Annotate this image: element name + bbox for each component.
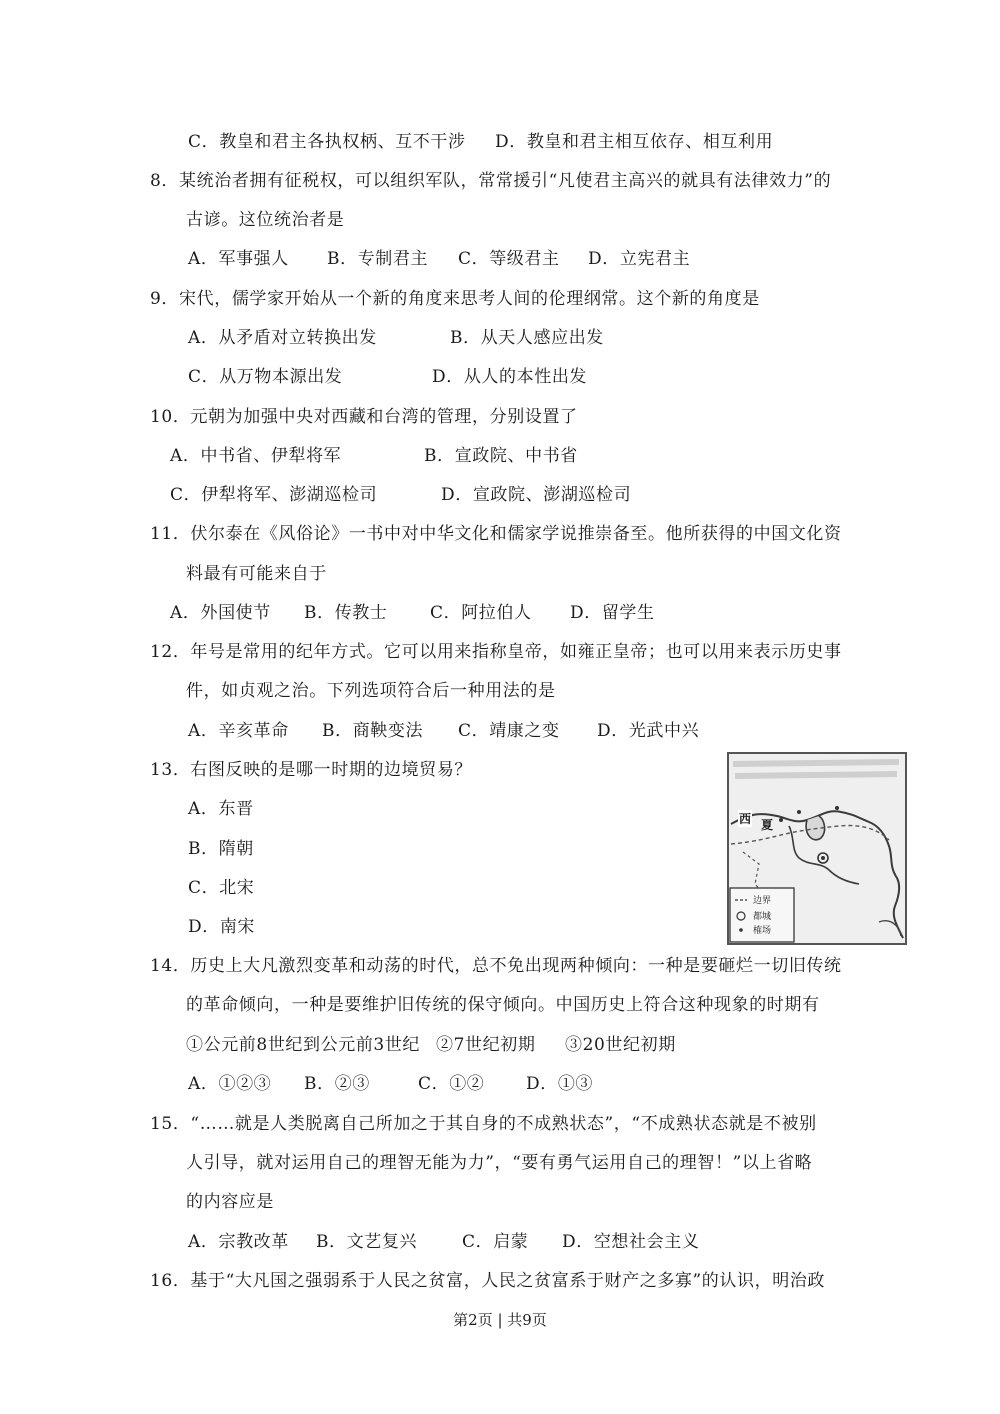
q13-stem-line1: 13．右图反映的是哪一时期的边境贸易？ [150, 760, 473, 780]
q8-stem-line2: 古谚。这位统治者是 [186, 210, 345, 230]
map-label-xi: 西 [739, 812, 752, 826]
q13-option-b: B．隋朝 [188, 839, 254, 859]
q12-stem-line2: 件，如贞观之治。下列选项符合后一种用法的是 [186, 681, 556, 701]
q11-stem-line2: 料最有可能来自于 [186, 564, 327, 584]
q15-option-d: D．空想社会主义 [562, 1232, 700, 1252]
q12-option-a: A．辛亥革命 [188, 721, 289, 741]
q10-option-c: C．伊犁将军、澎湖巡检司 [170, 485, 378, 505]
q8-option-c: C．等级君主 [458, 249, 560, 269]
q12-option-b: B．商鞅变法 [322, 721, 424, 741]
q15-stem-line2: 人引导，就对运用自己的理智无能为力”，“要有勇气运用自己的理智！”以上省略 [186, 1153, 813, 1173]
map-label-xia: 夏 [761, 818, 774, 832]
page-footer: 第2页 | 共9页 [453, 1311, 547, 1329]
q10-stem-line1: 10．元朝为加强中央对西藏和台湾的管理，分别设置了 [150, 407, 578, 427]
q11-option-d: D．留学生 [570, 603, 655, 623]
q10-option-d: D．宣政院、澎湖巡检司 [441, 485, 632, 505]
q14-item-3: ③20世纪初期 [565, 1035, 676, 1055]
q9-option-b: B．从天人感应出发 [450, 328, 604, 348]
q14-stem-line1: 14．历史上大凡激烈变革和动荡的时代，总不免出现两种倾向：一种是要砸烂一切旧传统 [150, 956, 842, 976]
q8-option-d: D．立宪君主 [588, 249, 691, 269]
q14-stem-line2: 的革命倾向，一种是要维护旧传统的保守倾向。中国历史上符合这种现象的时期有 [186, 995, 820, 1015]
q15-option-c: C．启蒙 [462, 1232, 529, 1252]
q13-option-d: D．南宋 [188, 917, 256, 937]
q10-option-b: B．宣政院、中书省 [424, 446, 578, 466]
q15-stem-line3: 的内容应是 [186, 1192, 274, 1212]
q14-item-2: ②7世纪初期 [436, 1035, 536, 1055]
q7-option-c: C．教皇和君主各执权柄、互不干涉 [188, 132, 466, 152]
q8-option-a: A．军事强人 [188, 249, 289, 269]
map-legend-border: 边界 [753, 896, 772, 906]
q12-option-d: D．光武中兴 [597, 721, 700, 741]
q15-option-a: A．宗教改革 [188, 1232, 289, 1252]
q12-stem-line1: 12．年号是常用的纪年方式。它可以用来指称皇帝，如雍正皇帝；也可以用来表示历史事 [150, 642, 842, 662]
q9-option-a: A．从矛盾对立转换出发 [188, 328, 377, 348]
q11-option-a: A．外国使节 [170, 603, 271, 623]
q8-stem-line1: 8．某统治者拥有征税权，可以组织军队，常常援引“凡使君主高兴的就具有法律效力”的 [150, 171, 832, 191]
q12-option-c: C．靖康之变 [458, 721, 560, 741]
q13-option-c: C．北宋 [188, 878, 255, 898]
q15-option-b: B．文艺复兴 [316, 1232, 418, 1252]
q10-option-a: A．中书省、伊犁将军 [170, 446, 342, 466]
q14-option-a: A．①②③ [188, 1074, 272, 1094]
q11-stem-line1: 11．伏尔泰在《风俗论》一书中对中华文化和儒家学说推崇备至。他所获得的中国文化资 [150, 524, 842, 544]
q11-option-b: B．传教士 [304, 603, 388, 623]
q14-option-b: B．②③ [304, 1074, 370, 1094]
q15-stem-line1: 15．“……就是人类脱离自己所加之于其自身的不成熟状态”，“不成熟状态就是不被别 [150, 1114, 817, 1134]
q11-option-c: C．阿拉伯人 [430, 603, 532, 623]
border-trade-map [727, 752, 907, 945]
map-legend-capital: 都城 [753, 912, 772, 922]
q14-option-c: C．①② [418, 1074, 485, 1094]
q14-item-1: ①公元前8世纪到公元前3世纪 [186, 1035, 421, 1055]
q16-stem-line1: 16．基于“大凡国之强弱系于人民之贫富，人民之贫富系于财产之多寡”的认识，明治政 [150, 1271, 826, 1291]
q9-option-d: D．从人的本性出发 [432, 367, 588, 387]
q9-option-c: C．从万物本源出发 [188, 367, 343, 387]
q14-option-d: D．①③ [526, 1074, 594, 1094]
map-legend-market: 榷场 [753, 926, 772, 936]
q7-option-d: D．教皇和君主相互依存、相互利用 [495, 132, 774, 152]
q9-stem-line1: 9．宋代，儒学家开始从一个新的角度来思考人间的伦理纲常。这个新的角度是 [150, 289, 760, 309]
q8-option-b: B．专制君主 [327, 249, 429, 269]
q13-option-a: A．东晋 [188, 799, 254, 819]
